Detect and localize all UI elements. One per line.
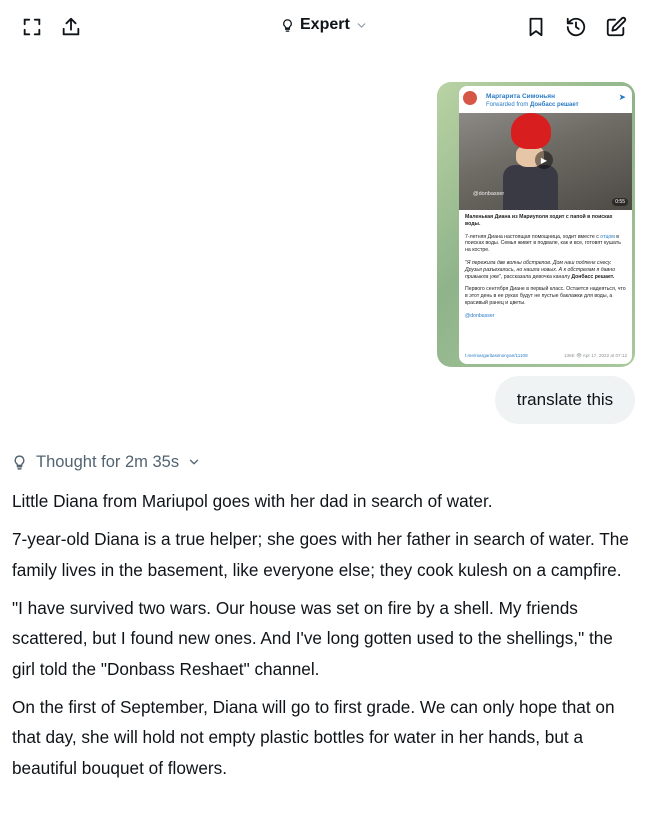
chevron-down-icon	[355, 19, 368, 32]
post-forwarded-from: Forwarded from Донбасс решает	[486, 102, 579, 108]
post-paragraph: 7-летняя Диана настоящая помощница, ходит вместе с отцом в поисках воды. Семья живет в подвале, как и все, готовят кушать на костре.	[465, 233, 621, 254]
post-sender: Маргарита Симоньян	[486, 93, 555, 100]
response-paragraph: On the first of September, Diana will go to first grade. We can only hope that on that day, she will hold not empty plastic bottles for water in her hands, but a beautiful bouquet of flowers.	[12, 696, 615, 778]
history-button[interactable]	[562, 13, 590, 41]
new-chat-button[interactable]	[602, 13, 630, 41]
image-attachment[interactable]	[437, 82, 635, 367]
expand-button[interactable]	[18, 13, 46, 41]
share-icon	[60, 16, 82, 38]
bookmark-button[interactable]	[522, 13, 550, 41]
post-link: t.me/margaritasimonyan/11108	[465, 353, 528, 358]
user-message-text: translate this	[516, 390, 614, 409]
avatar	[463, 91, 477, 105]
history-icon	[565, 16, 587, 38]
post-meta: 136K 👁 Apr 17, 2022 at 07:12	[563, 353, 627, 358]
video-duration: 0:55	[612, 198, 628, 206]
user-message-bubble	[495, 376, 635, 424]
edit-icon	[605, 16, 627, 38]
post-paragraph: Первого сентября Диане в первый класс. Остается надеяться, что в этот день в ее руках будут не пустые баклажки для воды, а красивый ранец и цветы.	[465, 286, 626, 306]
share-button[interactable]	[57, 13, 85, 41]
response-paragraph: "I have survived two wars. Our house was set on fire by a shell. My friends scattered, but I found new ones. And I've long gotten used to the shellings," the girl told the "Donbass Reshaet" channel.	[12, 597, 613, 679]
bookmark-icon	[525, 16, 547, 38]
video-watermark: @donbasser	[473, 191, 505, 197]
thought-label: Thought for 2m 35s	[36, 452, 180, 471]
post-text	[465, 214, 627, 326]
lightbulb-icon	[11, 453, 28, 472]
post-footer	[465, 353, 627, 358]
post-title: Маленькая Диана из Мариуполя ходит с папой в поисках воды.	[465, 214, 613, 227]
response-paragraph: Little Diana from Mariupol goes with her dad in search of water.	[12, 491, 493, 511]
expand-icon	[21, 16, 43, 38]
play-icon: ▶	[535, 151, 553, 169]
top-bar	[0, 0, 645, 52]
telegram-icon: ➤	[618, 92, 626, 102]
model-mode-selector[interactable]	[280, 12, 368, 38]
assistant-response	[12, 486, 640, 791]
lightbulb-icon	[280, 17, 295, 34]
thought-toggle[interactable]	[11, 450, 201, 474]
post-video-thumbnail	[459, 113, 632, 210]
response-paragraph: 7-year-old Diana is a true helper; she goes with her father in search of water. The family lives in the basement, like everyone else; they cook kulesh on a campfire.	[12, 529, 629, 580]
post-tag: @donbasser	[465, 312, 495, 319]
telegram-post	[459, 86, 632, 364]
chevron-down-icon	[187, 455, 201, 469]
mode-label: Expert	[300, 16, 350, 33]
post-paragraph: "Я пережила две волны обстрелов. Дом наш подпенг снесу. Друзья разъехались, но нашла новых. А к обстрелам я давно привыкла уже", рассказала девочка каналу Донбасс решает.	[465, 259, 615, 280]
